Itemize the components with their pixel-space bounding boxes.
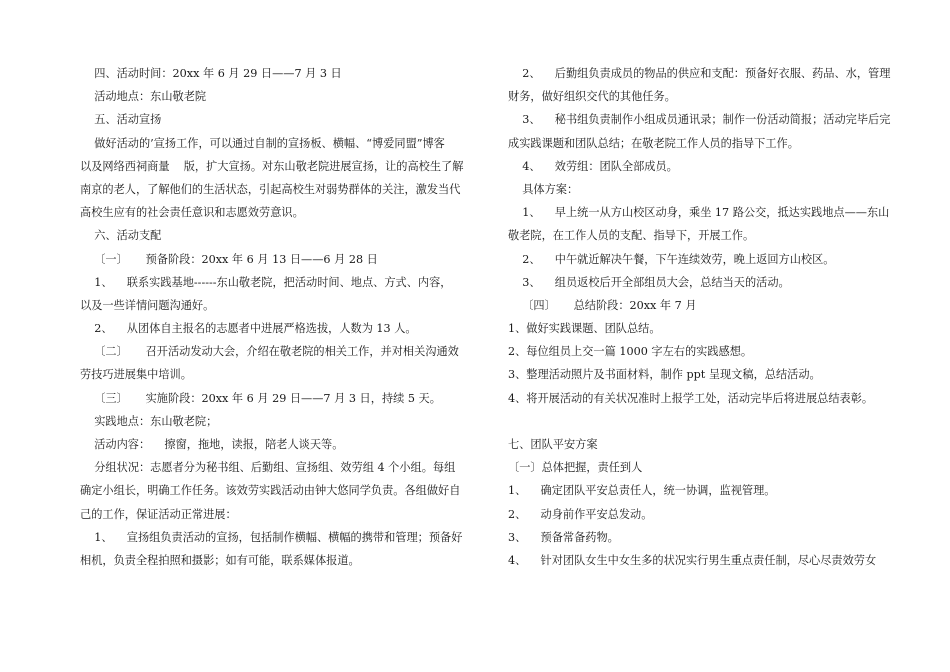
right-text-line: 具体方案：	[508, 182, 579, 196]
right-text-line: 1、 确定团队平安总责任人，统一协调，监视管理。	[508, 484, 776, 498]
left-text-line: 以及网络西祠商量 版，扩大宣扬。对东山敬老院进展宣扬，让的高校生了解	[80, 159, 464, 173]
left-text-line: 四、活动时间：20xx 年 6 月 29 日——7 月 3 日	[80, 67, 342, 80]
left-text-line: 相机，负责全程拍照和摄影；如有可能，联系媒体报道。	[80, 553, 360, 567]
right-text-line: 七、团队平安方案	[508, 438, 598, 451]
left-text-line: 1、 联系实践基地------东山敬老院，把活动时间、地点、方式、内容，	[80, 275, 452, 289]
left-text-line: 分组状况：志愿者分为秘书组、后勤组、宣扬组、效劳组 4 个小组。每组	[80, 461, 456, 475]
left-text-line: 〔三〕 实施阶段：20xx 年 6 月 29 日——7 月 3 日，持续 5 天。	[80, 391, 441, 405]
left-text-line: 〔二〕 召开活动发动大会，介绍在敬老院的相关工作，并对相关沟通效	[80, 345, 459, 359]
right-text-line: 2、 后勤组负责成员的物品的供应和支配：预备好衣服、药品、水，管理	[508, 67, 891, 80]
right-text-line: 敬老院，在工作人员的支配、指导下，开展工作。	[508, 229, 755, 243]
left-text-line: 劳技巧进展集中培训。	[80, 368, 192, 382]
right-text-line: 1、做好实践课题、团队总结。	[508, 322, 661, 336]
right-blank-line	[508, 410, 880, 433]
right-text-column	[508, 62, 891, 572]
right-text-line: 3、整理活动照片及书面材料，制作 ppt 呈现文稿，总结活动。	[508, 368, 821, 382]
left-text-line: 做好活动的’宣扬工作，可以通过自制的宣扬板、横幅、“博爱同盟”博客	[80, 136, 445, 150]
left-text-line: 活动地点：东山敬老院	[80, 90, 207, 104]
right-text-line: 3、 秘书组负责制作小组成员通讯录；制作一份活动简报；活动完毕后完	[508, 113, 891, 127]
right-text-line: 2、每位组员上交一篇 1000 字左右的实践感想。	[508, 345, 753, 359]
right-text-line: 2、 动身前作平安总发动。	[508, 507, 653, 521]
left-text-line: 高校生应有的社会责任意识和志愿效劳意识。	[80, 206, 304, 220]
right-text-line: 〔一〕总体把握，责任到人	[508, 461, 643, 475]
left-text-line: 己的工作，保证活动正常进展：	[80, 507, 237, 521]
left-text-line: 1、 宣扬组负责活动的宣扬，包括制作横幅、横幅的携带和管理；预备好	[80, 530, 463, 544]
left-text-column	[80, 62, 480, 572]
right-text-line: 3、 预备常备药物。	[508, 530, 619, 544]
right-text-line: 4、 针对团队女生中女生多的状况实行男生重点责任制，尽心尽责效劳女	[508, 553, 877, 567]
right-text-line: 3、 组员返校后开全部组员大会，总结当天的活动。	[508, 275, 790, 289]
left-text-line: 以及一些详情问题沟通好。	[80, 298, 215, 312]
left-text-line: 活动内容： 擦窗，拖地，读报，陪老人谈天等。	[80, 438, 344, 451]
right-text-line: 4、 效劳组：团队全部成员。	[508, 159, 678, 173]
left-text-line: 确定小组长，明确工作任务。该效劳实践活动由钟大悠同学负责。各组做好自	[80, 484, 461, 498]
right-text-line: 成实践课题和团队总结；在敬老院工作人员的指导下工作。	[508, 136, 799, 150]
right-text-line: 〔四〕 总结阶段：20xx 年 7 月	[508, 298, 697, 312]
right-text-line: 4、将开展活动的有关状况准时上报学工处，活动完毕后将进展总结表彰。	[508, 391, 874, 405]
left-text-line: 实践地点：东山敬老院；	[80, 414, 218, 428]
right-text-line: 财务，做好组织交代的其他任务。	[508, 90, 676, 104]
left-text-line: 南京的老人，了解他们的生活状态，引起高校生对弱势群体的关注，激发当代	[80, 182, 461, 196]
left-text-line: 〔一〕 预备阶段：20xx 年 6 月 13 日——6 月 28 日	[80, 252, 378, 266]
left-text-line: 五、活动宣扬	[80, 113, 162, 127]
right-text-line: 1、 早上统一从方山校区动身，乘坐 17 路公交，抵达实践地点——东山	[508, 206, 890, 220]
left-text-line: 六、活动支配	[80, 229, 162, 243]
right-text-line: 2、 中午就近解决午餐，下午连续效劳，晚上返回方山校区。	[508, 252, 835, 266]
left-text-line: 2、 从团体自主报名的志愿者中进展严格选拔，人数为 13 人。	[80, 322, 417, 336]
